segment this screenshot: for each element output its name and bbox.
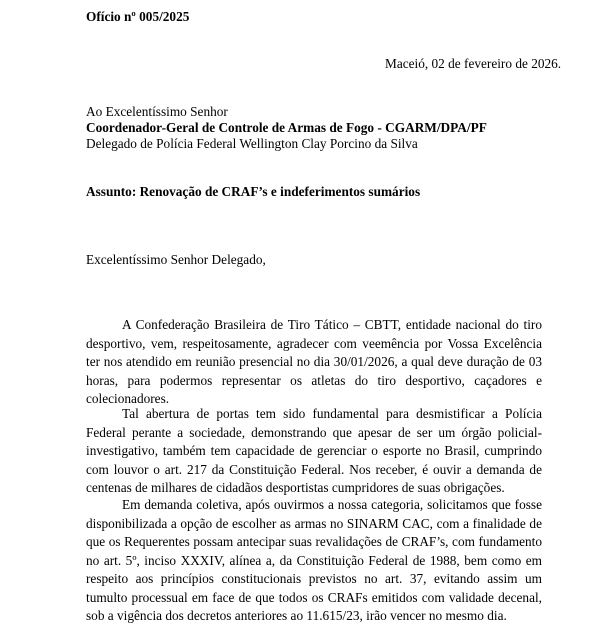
body-paragraph-2 xyxy=(86,405,542,498)
paragraph-text: A Confederação Brasileira de Tiro Tático – CBTT, entidade nacional do tiro desportivo, vem, respeitosamente, agradecer com veemência por Vossa Excelência ter nos atendido em reunião presencial no dia 30/01/2026, a qual deve duração de 03 horas, para podermos representar os atletas do tiro desportivo, caçadores e colecionadores. xyxy=(86,317,542,406)
addressee-title: Coordenador-Geral de Controle de Armas de Fogo - CGARM/DPA/PF xyxy=(86,120,487,135)
subject-line: Assunto: Renovação de CRAF’s e indeferimentos sumários xyxy=(86,184,421,199)
place-date: Maceió, 02 de fevereiro de 2026. xyxy=(385,56,562,71)
document-reference: Ofício nº 005/2025 xyxy=(86,9,190,24)
addressee-name: Delegado de Polícia Federal Wellington Clay Porcino da Silva xyxy=(86,136,418,151)
body-paragraph-1 xyxy=(86,316,542,409)
paragraph-text: Em demanda coletiva, após ouvirmos a nossa categoria, solicitamos que fosse disponibilizada a opção de escolher as armas no SINARM CAC, com a finalidade de que os Requerentes possam antecipar suas revalidações de CRAF’s, com fundamento no art. 5º, inciso XXXIV, alínea a, da Constituição Federal de 1988, bem como em respeito aos princípios constitucionais previstos no art. 37, evitando assim um tumulto processual em face de que todos os CRAFs emitidos com validade decenal, sob a vigência dos decretos anteriores ao 11.615/23, irão vencer no mesmo dia. xyxy=(86,497,542,623)
body-paragraph-3 xyxy=(86,496,542,626)
greeting: Excelentíssimo Senhor Delegado, xyxy=(86,252,266,267)
addressee-salutation: Ao Excelentíssimo Senhor xyxy=(86,104,228,119)
paragraph-text: Tal abertura de portas tem sido fundamental para desmistificar a Polícia Federal perante a sociedade, demonstrando que apesar de ser um órgão policial-investigativo, também tem capacidade de gerenciar o esporte no Brasil, cumprindo com louvor o art. 217 da Constituição Federal. Nos receber, é ouvir a demanda de centenas de milhares de cidadãos desportistas cumpridores de suas obrigações. xyxy=(86,406,542,495)
